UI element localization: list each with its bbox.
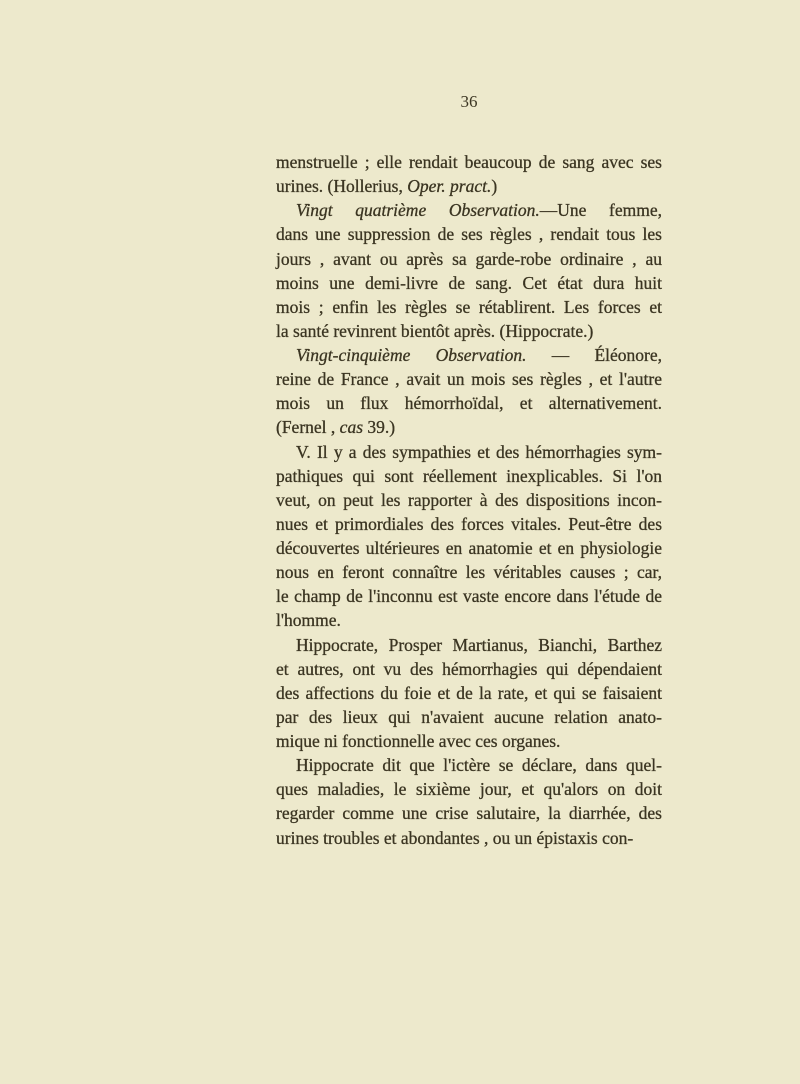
text-run: moins une demi-livre de sang. Cet état dura huit: [276, 272, 662, 293]
text-line: [276, 247, 662, 271]
text-line: [276, 295, 662, 319]
text-line: [276, 488, 662, 512]
text-line: [276, 391, 662, 415]
text-line: [276, 753, 662, 777]
text-run: mois un flux hémorrhoïdal, et alternativement.: [276, 393, 662, 414]
text-run: ): [491, 176, 498, 197]
text-run: mique ni fonctionnelle avec ces organes.: [276, 731, 561, 751]
text-line: [276, 633, 662, 657]
text-run: (Fernel ,: [276, 417, 340, 438]
text-run: nues et primordiales des forces vitales. Peut-être des: [276, 513, 662, 534]
text-line: [276, 343, 662, 367]
italic-text: Vingt quatrième Observation.: [296, 200, 540, 221]
text-run: mois ; enfin les règles se rétablirent. Les forces et: [276, 296, 662, 317]
text-run: jours , avant ou après sa garde-robe ordinaire , au: [276, 248, 662, 269]
text-line: [276, 150, 662, 174]
text-line: [276, 222, 662, 246]
text-line: [276, 705, 662, 729]
text-run: 39.): [363, 417, 396, 438]
text-line: [276, 415, 662, 439]
page-number: 36: [460, 92, 478, 111]
text-run: nous en feront connaître les véritables causes ; car,: [276, 562, 662, 583]
text-run: —Une femme,: [539, 200, 663, 221]
text-run: V. Il y a des sympathies et des hémorrhagies sym-: [296, 441, 662, 462]
text-run: Hippocrate, Prosper Martianus, Bianchi, Barthez: [296, 634, 662, 655]
text-line: [276, 174, 662, 198]
text-run: urines. (Hollerius,: [276, 176, 408, 197]
text-line: [276, 440, 662, 464]
italic-text: Vingt-cinquième Observation.: [296, 345, 527, 365]
text-run: veut, on peut les rapporter à des dispositions incon-: [276, 489, 662, 510]
text-run: par des lieux qui n'avaient aucune relation anato-: [276, 706, 662, 727]
italic-text: cas: [339, 417, 363, 438]
text-line: [276, 801, 662, 825]
text-run: regarder comme une crise salutaire, la diarrhée, des: [276, 803, 662, 824]
text-line: [276, 536, 662, 560]
text-run: Hippocrate dit que l'ictère se déclare, dans quel-: [296, 755, 662, 776]
text-line: [276, 271, 662, 295]
text-run: ques maladies, le sixième jour, et qu'alors on doit: [276, 779, 662, 800]
text-line: [276, 657, 662, 681]
text-run: urines troubles et abondantes , ou un épistaxis con-: [276, 827, 634, 848]
text-line: [276, 367, 662, 391]
text-line: [276, 584, 662, 608]
text-run: dans une suppression de ses règles , rendait tous les: [276, 224, 662, 245]
text-line: [276, 608, 662, 632]
text-line: [276, 198, 662, 222]
italic-text: Oper. pract.: [407, 176, 492, 197]
body-text: [276, 150, 662, 850]
text-line: [276, 826, 662, 850]
text-line: [276, 464, 662, 488]
text-run: menstruelle ; elle rendait beaucoup de sang avec ses: [276, 152, 662, 172]
text-line: [276, 729, 662, 753]
text-run: découvertes ultérieures en anatomie et en physiologie: [276, 538, 662, 558]
text-run: et autres, ont vu des hémorrhagies qui dépendaient: [276, 658, 662, 679]
text-line: [276, 777, 662, 801]
text-line: [276, 512, 662, 536]
text-line: [276, 560, 662, 584]
text-run: la santé revinrent bientôt après. (Hippocrate.): [276, 320, 594, 341]
text-run: l'homme.: [276, 610, 341, 631]
text-line: [276, 681, 662, 705]
text-run: reine de France , avait un mois ses règles , et l'autre: [276, 369, 662, 390]
text-run: des affections du foie et de la rate, et qui se faisaient: [276, 682, 662, 703]
text-line: [276, 319, 662, 343]
text-run: pathiques qui sont réellement inexplicables. Si l'on: [276, 465, 662, 486]
text-run: — Éléonore,: [526, 345, 662, 365]
text-run: le champ de l'inconnu est vaste encore dans l'étude de: [276, 586, 662, 607]
